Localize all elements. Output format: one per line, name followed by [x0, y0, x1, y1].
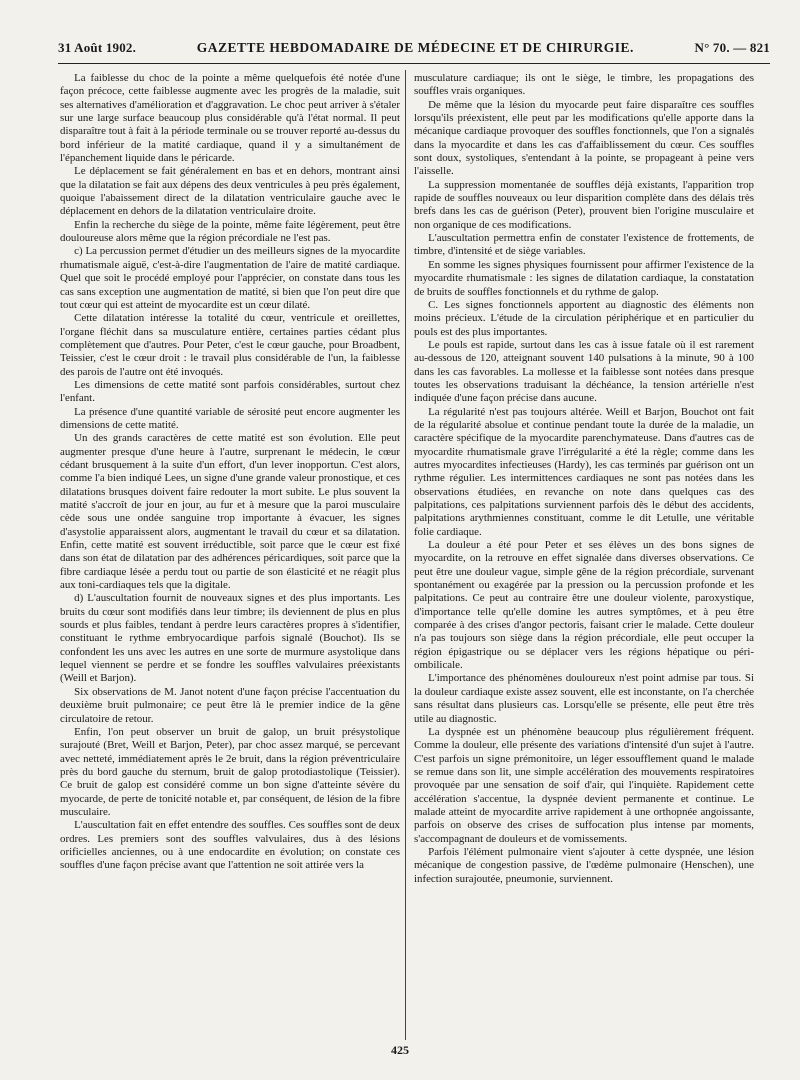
column-divider [405, 70, 406, 1040]
paragraph: Les dimensions de cette matité sont parfois considérables, surtout chez l'enfant. [60, 378, 400, 405]
paragraph: La régularité n'est pas toujours altérée. Weill et Barjon, Bouchot ont fait de la régularité absolue et continue pendant toute la durée de la maladie, un caractère spécifique de la myocardite parenchymateuse. Dans d'autres cas de myocardite rhumatismale grave l'irrégularité a été la règle; comme dans les autres myocardites infectieuses (Hardy), les cas terminés par guérison ont un rythme régulier. Les intermittences cardiaques ne sont pas notées dans les observations étudiées, en revanche on note dans quelques cas des palpitations, ces palpitations surviennent parfois dès le début des accidents, palpitations arythmiennes constituant, comme le dit Letulle, une véritable folie cardiaque. [414, 405, 754, 538]
paragraph: c) La percussion permet d'étudier un des meilleurs signes de la myocardite rhumatismale aiguë, c'est-à-dire l'augmentation de l'aire de matité cardiaque. Quel que soit le procédé employé pour l'apprécier, on constate dans tous les cas sans exception une augmentation de matité, si bien que l'on peut dire que tout cœur qui est atteint de myocardite est un cœur dilaté. [60, 245, 400, 311]
paragraph: Cette dilatation intéresse la totalité du cœur, ventricule et oreillettes, l'organe fléchit dans sa musculature entière, certaines parties cédant plus complètement que d'autres. Pour Peter, c'est le cœur gauche, pour Broadbent, Teissier, c'est le cœur droit : le travail plus considérable de l'un, la faiblesse des parois de l'autre ont été invoqués. [60, 312, 400, 378]
paragraph: Le pouls est rapide, surtout dans les cas à issue fatale où il est rarement au-dessous de 120, atteignant souvent 140 pulsations à la minute, 90 à 100 dans les cas favorables. La mollesse et la faiblesse sont notées dans presque toutes les observations traduisant la déchéance, la tension artérielle n'est indiquée d'une façon précise dans aucune. [414, 338, 754, 405]
paragraph: Le déplacement se fait généralement en bas et en dehors, montrant ainsi que la dilatation se fait aux dépens des deux ventricules à peu près également, quoique l'abaissement direct de la dilatation ventriculaire gauche avec le déplacement en dehors de la dilatation ventriculaire droite. [60, 165, 400, 218]
paragraph: La dyspnée est un phénomène beaucoup plus régulièrement fréquent. Comme la douleur, elle présente des variations d'intensité d'un sujet à l'autre. C'est parfois un signe prémonitoire, un léger essoufflement quand le malade se remue dans son lit, une simple accélération des mouvements respiratoires provoquée par une sensation de soif d'air, qui l'inquiète. Rapidement cette accélération s'accentue, la dyspnée devient permanente et continue. Le malade atteint de myocardite arrive rapidement à une orthopnée angoissante, parfois on observe des crises de suffocation plus intense par moments, s'accompagnant de douleurs et de vomissements. [414, 725, 754, 845]
paragraph: musculature cardiaque; ils ont le siège, le timbre, les propagations des souffles vrais organiques. [414, 72, 754, 98]
paragraph: Enfin, l'on peut observer un bruit de galop, un bruit présystolique surajouté (Bret, Weill et Barjon, Peter), par choc assez marqué, se percevant avec netteté, immédiatement après le 2e bruit, dans la région préventriculaire près du bord gauche du sternum, bruit de galop protodiastolique (Teissier). Ce bruit de galop est considéré comme un bon signe d'atteinte sévère du myocarde, de perte de tonicité notable et, par conséquent, de lésion de la fibre musculaire. [60, 725, 400, 818]
paragraph: Un des grands caractères de cette matité est son évolution. Elle peut augmenter presque d'une heure à l'autre, surprenant le médecin, le cœur cédant brusquement à la suite d'un effort, d'un lever inopportun. C'est alors, comme l'a bien indiqué Lees, un signe d'une grande valeur pronostique, et ces dilatations brusques doivent faire redouter la mort subite. Le plus souvent la matité s'accroît de jour en jour, au fur et à mesure que la paroi musculaire cède sous une ondée sanguine trop importante à évacuer, les signes d'asystolie apparaissent alors, augmentant le travail du cœur et sa dilatation. Enfin, cette matité est souvent irréductible, soit parce que le cœur est fixé dans son état de dilatation par des adhérences péricardiques, soit parce que la fibre cardiaque lésée a perdu tout ou partie de son élasticité et ne réagit plus aux toni-cardiaques tels que la digitale. [60, 432, 400, 592]
running-header [58, 40, 770, 60]
header-rule [58, 63, 770, 64]
journal-title: GAZETTE HEBDOMADAIRE DE MÉDECINE ET DE CHIRURGIE. [196, 40, 634, 55]
paragraph: L'auscultation fait en effet entendre des souffles. Ces souffles sont de deux ordres. Les premiers sont des souffles valvulaires, dus à des lésions orificielles anciennes, ou à une endocardite en évolution; on constate ces souffles d'une façon précise avant que l'attention ne soit attirée vers la [60, 819, 400, 872]
paragraph: Six observations de M. Janot notent d'une façon précise l'accentuation du deuxième bruit pulmonaire; ce peut être là le premier indice de la gêne circulatoire de retour. [60, 685, 400, 725]
paragraph: De même que la lésion du myocarde peut faire disparaître ces souffles lorsqu'ils préexistent, elle peut par les modifications qu'elle apporte dans la mécanique cardiaque provoquer des souffles fonctionnels, que l'on a signalés dans la myocardite et dans les cas d'affaiblissement du cœur. Ces souffles sont doux, systoliques, s'entendant à la pointe, se propageant à peine vers l'aisselle. [414, 98, 754, 178]
paragraph: L'importance des phénomènes douloureux n'est point admise par tous. Si la douleur cardiaque existe assez souvent, elle est inconstante, on l'a cherchée sans résultat dans plusieurs cas. Lorsqu'elle se présente, elle peut être très utile au diagnostic. [414, 672, 754, 725]
paragraph: Enfin la recherche du siège de la pointe, même faite légèrement, peut être douloureuse alors même que la région précordiale ne l'est pas. [60, 218, 400, 245]
paragraph: C. Les signes fonctionnels apportent au diagnostic des éléments non moins précieux. L'étude de la circulation périphérique et en particulier du pouls est des plus importantes. [414, 298, 754, 338]
paragraph: La suppression momentanée de souffles déjà existants, l'apparition trop rapide de souffles nouveaux ou leur disparition complète dans des délais très brefs dans les cas de guérison (Peter), prouvent bien l'origine musculaire et non organique de ces modifications. [414, 178, 754, 231]
header-number: N° 70. — 821 [694, 40, 770, 55]
header-date: 31 Août 1902. [58, 40, 137, 55]
paragraph: d) L'auscultation fournit de nouveaux signes et des plus importants. Les bruits du cœur sont modifiés dans leur timbre; ils deviennent de plus en plus sourds et plus faibles, tendant à perdre leurs caractères propres à s'identifier, constituant le rythme embryocardique parfois signalé (Bouchot). Ils se confondent les uns avec les autres en une sorte de murmure asystolique dans lequel viennent se perdre et se fondre les souffles valvulaires préexistants (Weill et Barjon). [60, 592, 400, 685]
paragraph: La présence d'une quantité variable de sérosité peut encore augmenter les dimensions de cette matité. [60, 405, 400, 431]
paragraph: Parfois l'élément pulmonaire vient s'ajouter à cette dyspnée, une lésion mécanique de congestion passive, de l'œdème pulmonaire (Henschen), une infection surajoutée, pneumonie, surviennent. [414, 845, 754, 885]
right-column [414, 72, 754, 886]
paragraph: En somme les signes physiques fournissent pour affirmer l'existence de la myocardite rhumatismale : les signes de dilatation cardiaque, la constatation de bruits de souffles fonctionnels et du rythme de galop. [414, 258, 754, 298]
paragraph: La faiblesse du choc de la pointe a même quelquefois été notée d'une façon précoce, cette faiblesse augmente avec les progrès de la maladie, suit ses alternatives d'amélioration et d'aggravation. Le choc peut arriver à s'étaler sur une large surface beaucoup plus considérable qu'à l'état normal. Il peut disparaître tout à fait à la période terminale ou se trouver reporté au-dessus du bord inférieur de la matité cardiaque, quand il y a simultanément de l'épanchement liquide dans le péricarde. [60, 72, 400, 165]
paragraph: L'auscultation permettra enfin de constater l'existence de frottements, de timbre, d'intensité et de siège variables. [414, 232, 754, 258]
paragraph: La douleur a été pour Peter et ses élèves un des bons signes de myocardite, on la retrouve en effet signalée dans diverses observations. Ce peut être une douleur vague, simple gêne de la région précordiale, survenant spontanément ou exagérée par la pression ou la percussion profonde et les palpitations. Ce peut au contraire être une douleur violente, paroxystique, d'importance telle qu'elle domine les autres symptômes, et à peu être comparée à des crises d'angor pectoris, faisant crier le malade. Cette douleur n'a pas toujours son siège dans la région précordiale, elle peut occuper la région épigastrique ou se déplacer vers les régions hépatique ou péri-ombilicale. [414, 539, 754, 672]
page-number: 425 [391, 1043, 409, 1057]
left-column [60, 72, 400, 873]
